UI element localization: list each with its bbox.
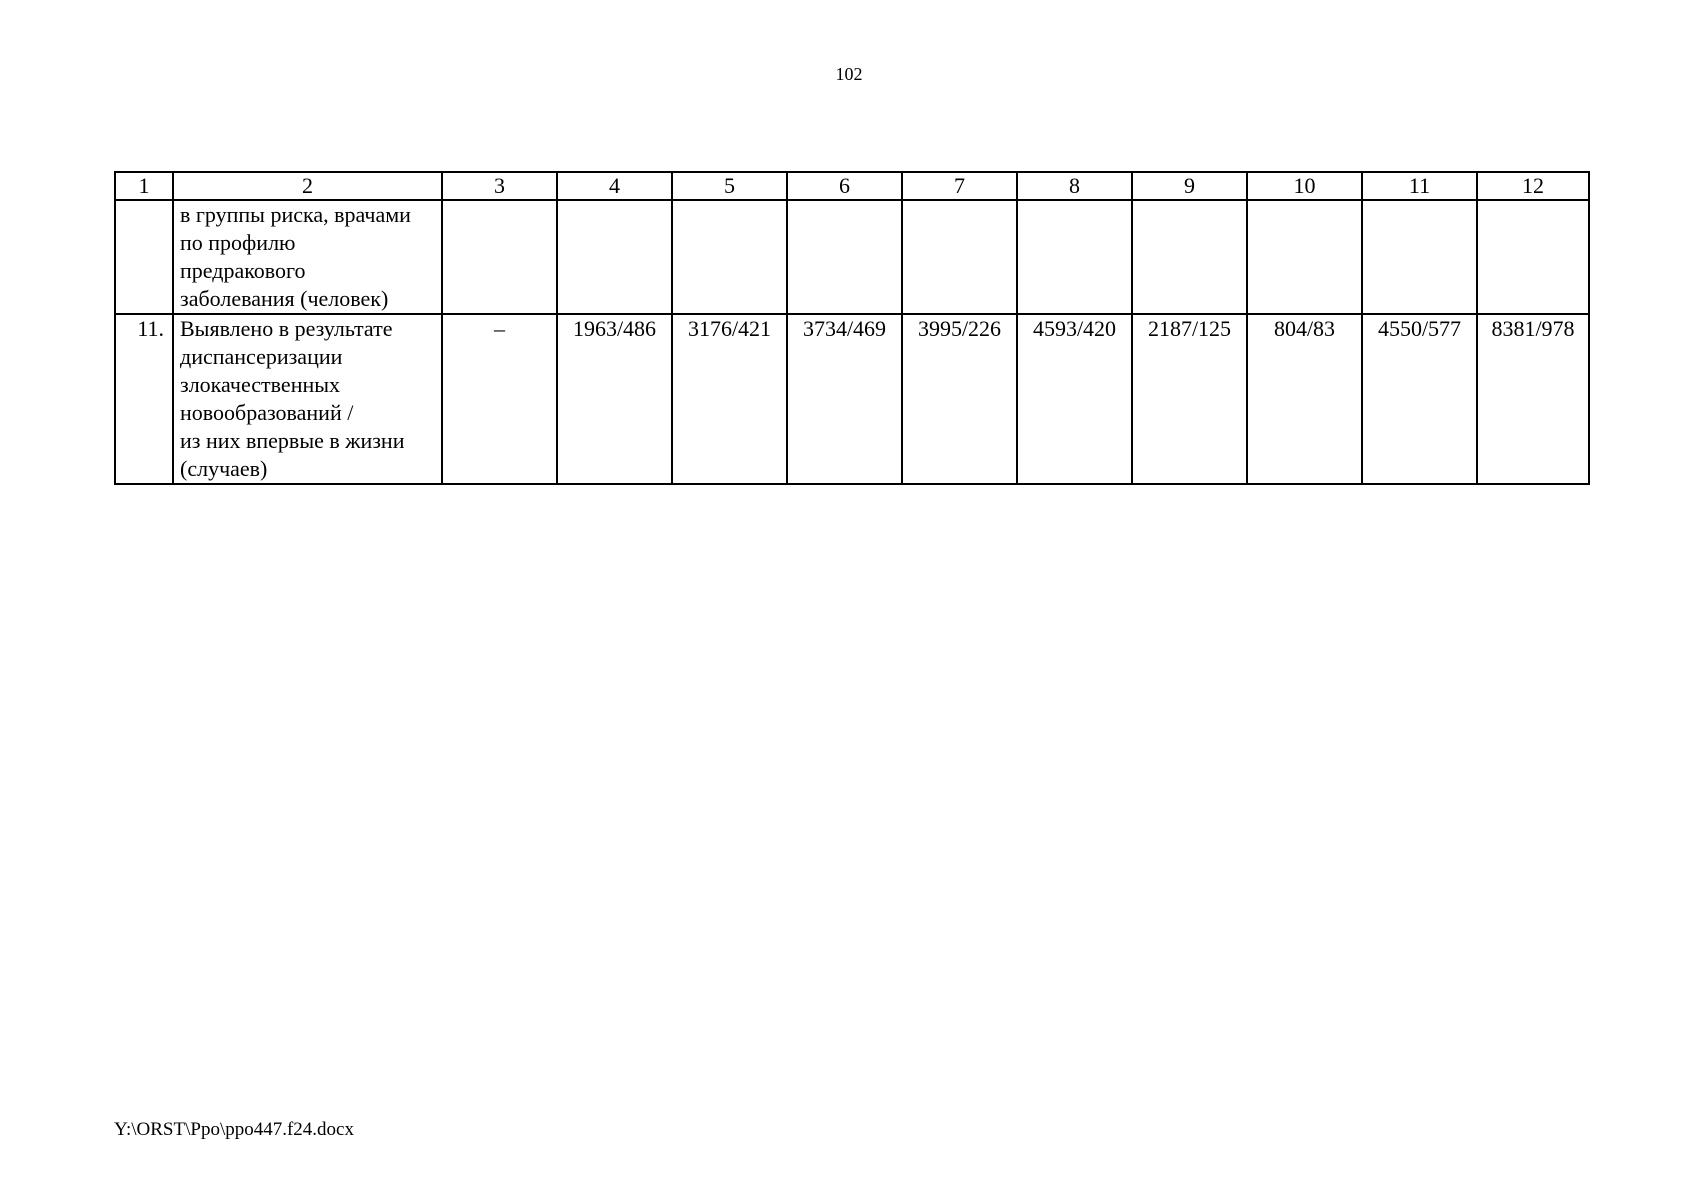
table-row: [115, 200, 1589, 314]
column-number-header: 11: [1362, 172, 1477, 200]
table-row: [115, 314, 1589, 484]
value-cell: 8381/978: [1477, 314, 1589, 484]
value-cell: 3995/226: [902, 314, 1017, 484]
page-number: 102: [835, 64, 863, 84]
value-cell: [1477, 200, 1589, 314]
column-number-header: 9: [1132, 172, 1247, 200]
row-description-cell: Выявлено в результате диспансеризации злокачественных новообразований / из них впервые в жизни (случаев): [173, 314, 442, 484]
value-cell: 4593/420: [1017, 314, 1132, 484]
column-number-header: 6: [787, 172, 902, 200]
value-cell: [1247, 200, 1362, 314]
value-cell: 3176/421: [672, 314, 787, 484]
value-cell: [442, 200, 557, 314]
value-cell: [1017, 200, 1132, 314]
row-number-cell: 11.: [115, 314, 173, 484]
value-cell: [672, 200, 787, 314]
value-cell: [1132, 200, 1247, 314]
column-number-header: 5: [672, 172, 787, 200]
table-header-row: [115, 172, 1589, 200]
value-cell: [902, 200, 1017, 314]
column-number-header: 12: [1477, 172, 1589, 200]
value-cell: [787, 200, 902, 314]
value-cell: [557, 200, 672, 314]
value-cell: 1963/486: [557, 314, 672, 484]
column-number-header: 10: [1247, 172, 1362, 200]
column-number-header: 2: [173, 172, 442, 200]
value-cell: 804/83: [1247, 314, 1362, 484]
row-number-cell: [115, 200, 173, 314]
column-number-header: 8: [1017, 172, 1132, 200]
column-number-header: 7: [902, 172, 1017, 200]
value-cell: –: [442, 314, 557, 484]
row-description-cell: в группы риска, врачами по профилю предракового заболевания (человек): [173, 200, 442, 314]
data-table: [114, 171, 1590, 485]
value-cell: 2187/125: [1132, 314, 1247, 484]
column-number-header: 4: [557, 172, 672, 200]
column-number-header: 1: [115, 172, 173, 200]
value-cell: 4550/577: [1362, 314, 1477, 484]
column-number-header: 3: [442, 172, 557, 200]
footer-file-path: Y:\ORST\Ppo\ppo447.f24.docx: [114, 1119, 354, 1140]
value-cell: [1362, 200, 1477, 314]
value-cell: 3734/469: [787, 314, 902, 484]
